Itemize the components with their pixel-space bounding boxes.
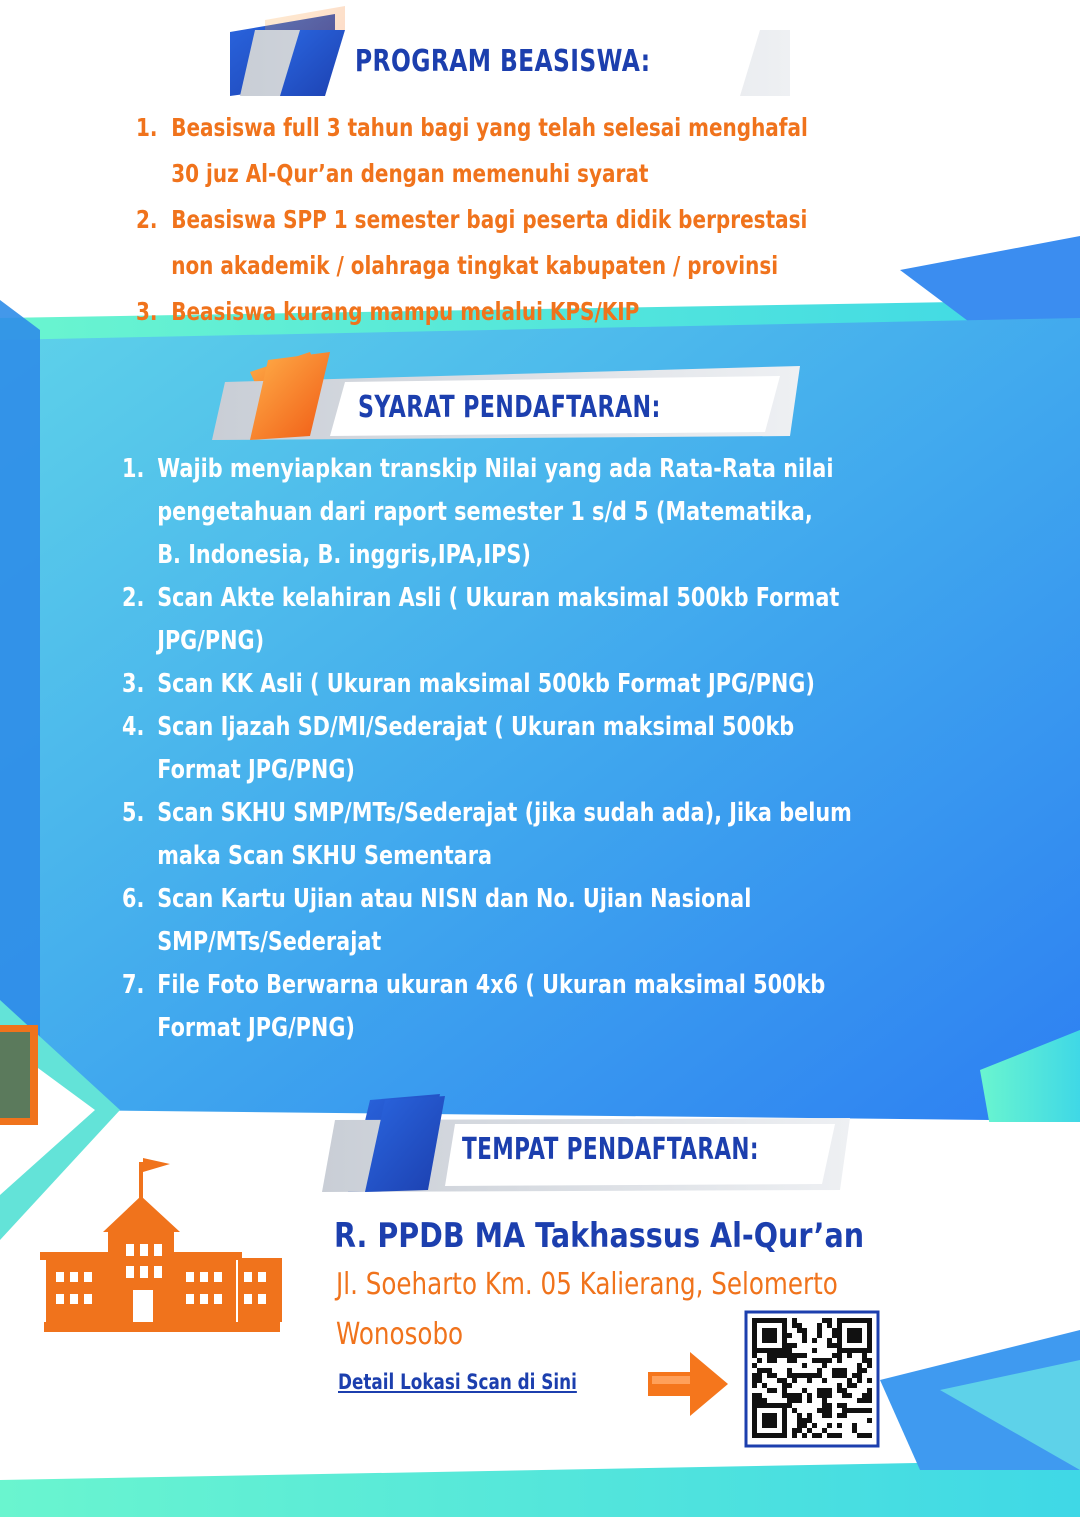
beasiswa-item-line: 30 juz Al-Qur’an dengan memenuhi syarat <box>171 159 649 188</box>
syarat-item-line: Format JPG/PNG) <box>157 1013 355 1043</box>
qr-code-icon <box>746 1312 878 1446</box>
syarat-item-line: Scan SKHU SMP/MTs/Sederajat (jika sudah ada), Jika belum <box>157 798 852 828</box>
syarat-item-line: JPG/PNG) <box>157 626 265 656</box>
syarat-item-number: 7. <box>122 970 145 1000</box>
syarat-item-number: 1. <box>122 454 145 484</box>
syarat-item-number: 3. <box>122 669 145 699</box>
syarat-item-number: 6. <box>122 884 145 914</box>
syarat-item-line: B. Indonesia, B. inggris,IPA,IPS) <box>157 540 531 570</box>
syarat-title: SYARAT PENDAFTARAN: <box>358 390 661 425</box>
address-line-1: Jl. Soeharto Km. 05 Kalierang, Selomerto <box>336 1267 838 1302</box>
syarat-item-line: Scan Akte kelahiran Asli ( Ukuran maksimal 500kb Format <box>157 583 840 613</box>
beasiswa-item-line: Beasiswa SPP 1 semester bagi peserta didik berprestasi <box>171 205 808 234</box>
beasiswa-title: PROGRAM BEASISWA: <box>355 44 651 79</box>
syarat-item-number: 4. <box>122 712 145 742</box>
syarat-item-line: SMP/MTs/Sederajat <box>157 927 382 957</box>
beasiswa-item-number: 1. <box>136 113 158 142</box>
syarat-item-number: 2. <box>122 583 145 613</box>
beasiswa-item-line: non akademik / olahraga tingkat kabupaten / provinsi <box>171 251 779 280</box>
syarat-item-line: Format JPG/PNG) <box>157 755 355 785</box>
address-line-2: Wonosobo <box>336 1317 464 1352</box>
syarat-item-line: Scan Ijazah SD/MI/Sederajat ( Ukuran maksimal 500kb <box>157 712 795 742</box>
syarat-item-line: pengetahuan dari raport semester 1 s/d 5 (Matematika, <box>157 497 813 527</box>
beasiswa-item-number: 3. <box>136 297 158 326</box>
beasiswa-item-line: Beasiswa kurang mampu melalui KPS/KIP <box>171 297 640 326</box>
syarat-item-line: File Foto Berwarna ukuran 4x6 ( Ukuran maksimal 500kb <box>157 970 826 1000</box>
syarat-item-line: Scan Kartu Ujian atau NISN dan No. Ujian Nasional <box>157 884 752 914</box>
beasiswa-item-number: 2. <box>136 205 158 234</box>
beasiswa-item-line: Beasiswa full 3 tahun bagi yang telah selesai menghafal <box>171 113 808 142</box>
location-detail-link[interactable]: Detail Lokasi Scan di Sini <box>338 1370 577 1394</box>
syarat-item-number: 5. <box>122 798 145 828</box>
tempat-title: TEMPAT PENDAFTARAN: <box>462 1132 759 1167</box>
syarat-item-line: maka Scan SKHU Sementara <box>157 841 493 871</box>
syarat-item-line: Wajib menyiapkan transkip Nilai yang ada Rata-Rata nilai <box>157 454 834 484</box>
syarat-item-line: Scan KK Asli ( Ukuran maksimal 500kb Format JPG/PNG) <box>157 669 815 699</box>
place-name: R. PPDB MA Takhassus Al-Qur’an <box>334 1216 865 1256</box>
